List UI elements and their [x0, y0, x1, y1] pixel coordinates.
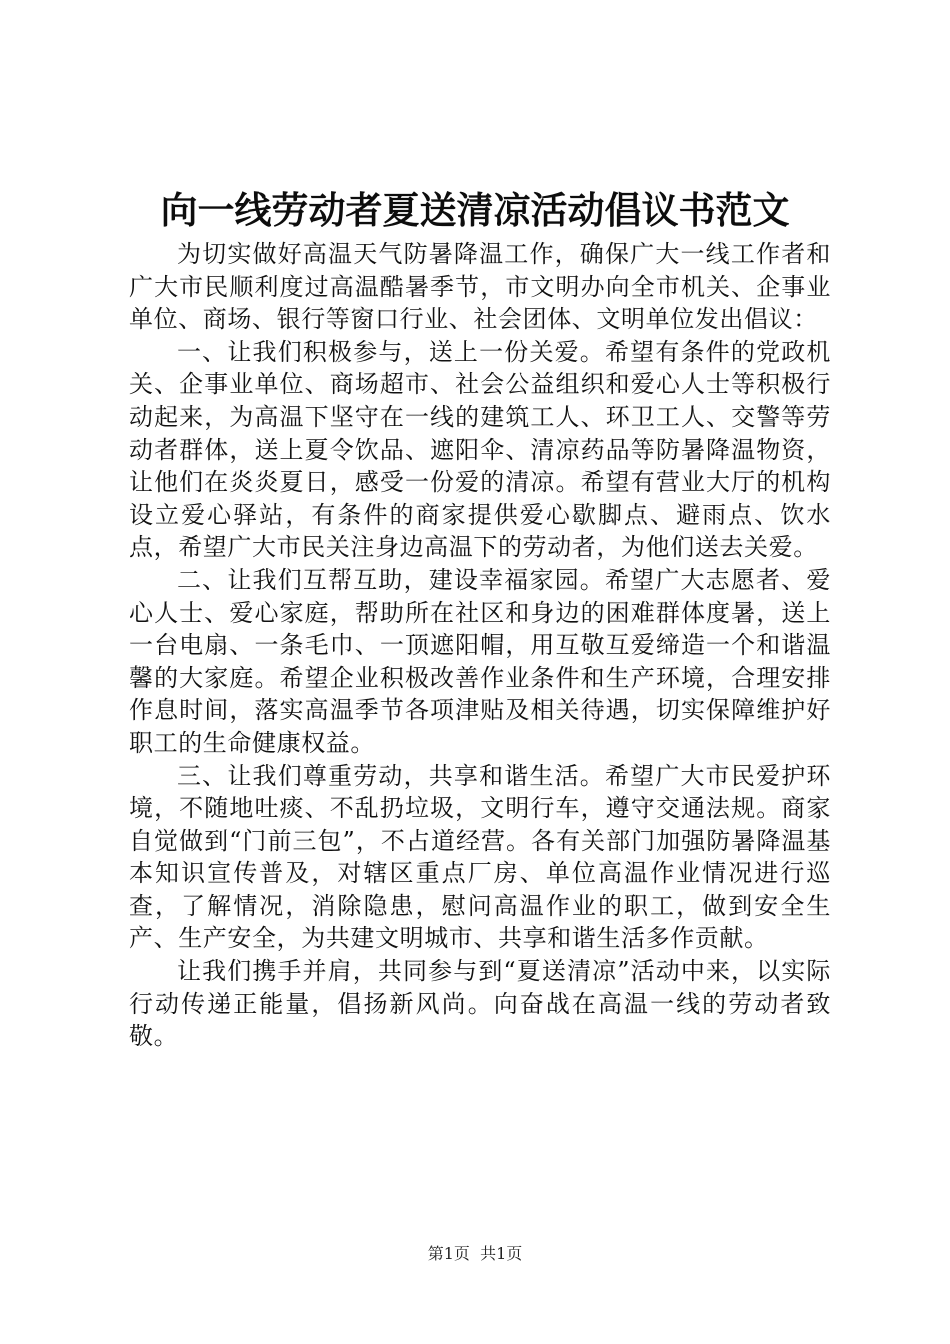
page-number-current: 第1页: [427, 1244, 470, 1263]
page-number-total: 共1页: [480, 1244, 523, 1263]
paragraph-closing: 让我们携手并肩，共同参与到“夏送清凉”活动中来，以实际行动传递正能量，倡扬新风尚。向奋战在高温一线的劳动者致敬。: [129, 957, 831, 1051]
paragraph-point-two: 二、让我们互帮互助，建设幸福家园。希望广大志愿者、爱心人士、爱心家庭，帮助所在社区和身边的困难群体度暑，送上一台电扇、一条毛巾、一顶遮阳帽，用互敬互爱缔造一个和谐温馨的大家庭。希望企业积极改善作业条件和生产环境，合理安排作息时间，落实高温季节各项津贴及相关待遇，切实保障维护好职工的生命健康权益。: [129, 565, 831, 757]
page-footer: [0, 1243, 950, 1265]
document-body: [129, 238, 831, 1053]
paragraph-point-one: 一、让我们积极参与，送上一份关爱。希望有条件的党政机关、企事业单位、商场超市、社会公益组织和爱心人士等积极行动起来，为高温下坚守在一线的建筑工人、环卫工人、交警等劳动者群体，送上夏令饮品、遮阳伞、清凉药品等防暑降温物资，让他们在炎炎夏日，感受一份爱的清凉。希望有营业大厅的机构设立爱心驿站，有条件的商家提供爱心歇脚点、避雨点、饮水点，希望广大市民关注身边高温下的劳动者，为他们送去关爱。: [129, 337, 831, 562]
paragraph-point-three: 三、让我们尊重劳动，共享和谐生活。希望广大市民爱护环境，不随地吐痰、不乱扔垃圾，文明行车，遵守交通法规。商家自觉做到“门前三包”，不占道经营。各有关部门加强防暑降温基本知识宣传普及，对辖区重点厂房、单位高温作业情况进行巡查，了解情况，消除隐患，慰问高温作业的职工，做到安全生产、生产安全，为共建文明城市、共享和谐生活多作贡献。: [129, 761, 831, 953]
paragraph-intro: 为切实做好高温天气防暑降温工作，确保广大一线工作者和广大市民顺利度过高温酷暑季节，市文明办向全市机关、企事业单位、商场、银行等窗口行业、社会团体、文明单位发出倡议：: [129, 240, 831, 334]
footer-separator: [470, 1244, 480, 1263]
document-title: 向一线劳动者夏送清凉活动倡议书范文: [160, 188, 790, 232]
